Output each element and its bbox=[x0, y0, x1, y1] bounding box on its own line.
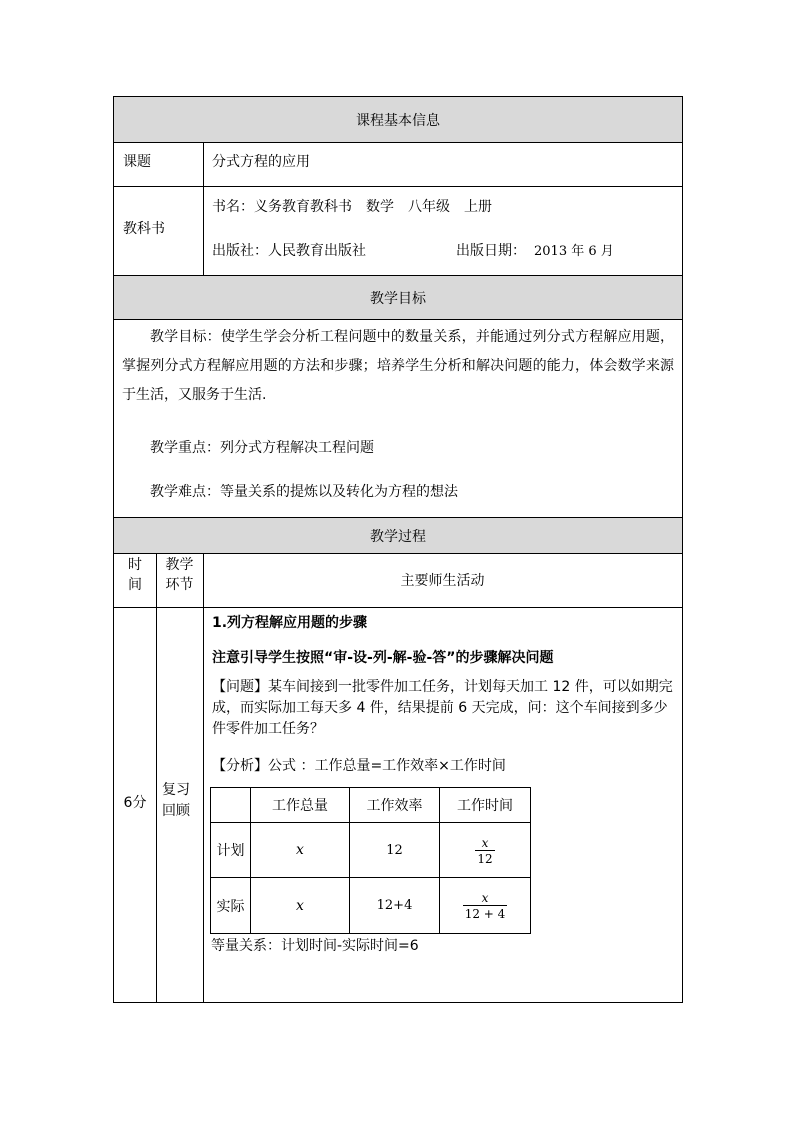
work-table-header-total: 工作总量 bbox=[251, 788, 350, 823]
plan-rate: 12 bbox=[350, 823, 440, 878]
process-header bbox=[114, 518, 682, 553]
plan-total: x bbox=[251, 823, 350, 878]
basic-info-title: 课程基本信息 bbox=[356, 112, 440, 129]
objectives-key-point: 教学重点：列分式方程解决工程问题 bbox=[150, 440, 374, 456]
col-activity-header bbox=[203, 553, 682, 607]
fraction-denominator: 12 + 4 bbox=[464, 907, 506, 921]
textbook-label: 教科书 bbox=[123, 221, 165, 237]
topic-label: 课题 bbox=[123, 154, 151, 170]
fraction-numerator: x bbox=[481, 835, 489, 850]
work-table-row-actual bbox=[211, 878, 531, 934]
step-title: 1.列方程解应用题的步骤 bbox=[212, 615, 368, 631]
basic-info-header bbox=[114, 97, 682, 142]
step-note: 注意引导学生按照“审-设-列-解-验-答”的步骤解决问题 bbox=[212, 650, 554, 666]
fraction-numerator: x bbox=[481, 891, 489, 905]
plan-time-fraction bbox=[475, 836, 494, 866]
objectives-title: 教学目标 bbox=[370, 290, 426, 307]
publish-date-label: 出版日期： bbox=[456, 243, 526, 259]
plan-time bbox=[440, 823, 531, 878]
topic-value: 分式方程的应用 bbox=[212, 154, 310, 170]
work-table bbox=[210, 787, 530, 933]
col-activity-text: 主要师生活动 bbox=[400, 573, 485, 589]
col-stage-header bbox=[156, 555, 203, 595]
row-label: 实际 bbox=[211, 878, 251, 934]
actual-rate: 12+4 bbox=[350, 878, 440, 934]
work-table-header-rate: 工作效率 bbox=[350, 788, 440, 823]
problem-text: 【问题】某车间接到一批零件加工任务，计划每天加工 12 件，可以如期完成，而实际加工每天多 4 件，结果提前 6 天完成，问：这个车间接到多少件零件加工任务？ bbox=[212, 679, 673, 737]
actual-time bbox=[440, 878, 531, 934]
row-label: 计划 bbox=[211, 823, 251, 878]
work-table-corner bbox=[211, 788, 251, 823]
process-title: 教学过程 bbox=[370, 528, 426, 545]
process-stage bbox=[162, 780, 198, 822]
actual-total: x bbox=[251, 878, 350, 934]
actual-time-fraction bbox=[463, 891, 508, 921]
col-time-text: 时间 bbox=[128, 557, 142, 593]
work-table-header-row bbox=[211, 788, 531, 823]
col-time-header bbox=[114, 555, 156, 595]
work-table-row-plan bbox=[211, 823, 531, 878]
publisher-line: 出版社：人民教育出版社 bbox=[212, 243, 366, 259]
col-stage-text: 教学环节 bbox=[165, 557, 194, 593]
process-stage-text: 复习回顾 bbox=[162, 782, 190, 819]
objectives-header bbox=[114, 276, 682, 319]
relation-text: 等量关系：计划时间-实际时间=6 bbox=[211, 938, 419, 954]
fraction-denominator: 12 bbox=[477, 851, 493, 866]
analysis-text: 【分析】公式 ：工作总量=工作效率×工作时间 bbox=[212, 758, 506, 774]
publish-date-value: 2013 年 6 月 bbox=[534, 244, 614, 259]
objectives-goal: 教学目标：使学生学会分析工程问题中的数量关系，并能通过列分式方程解应用题，掌握列分式方程解应用题的方法和步骤；培养学生分析和解决问题的能力，体会数学来源于生活，又服务于生活. bbox=[122, 329, 674, 403]
process-time: 6分 bbox=[123, 795, 147, 811]
objectives-difficulty: 教学难点：等量关系的提炼以及转化为方程的想法 bbox=[150, 484, 458, 500]
publish-date bbox=[456, 240, 614, 260]
book-line: 书名：义务教育教科书 数学 八年级 上册 bbox=[212, 199, 492, 215]
work-table-header-time: 工作时间 bbox=[440, 788, 531, 823]
